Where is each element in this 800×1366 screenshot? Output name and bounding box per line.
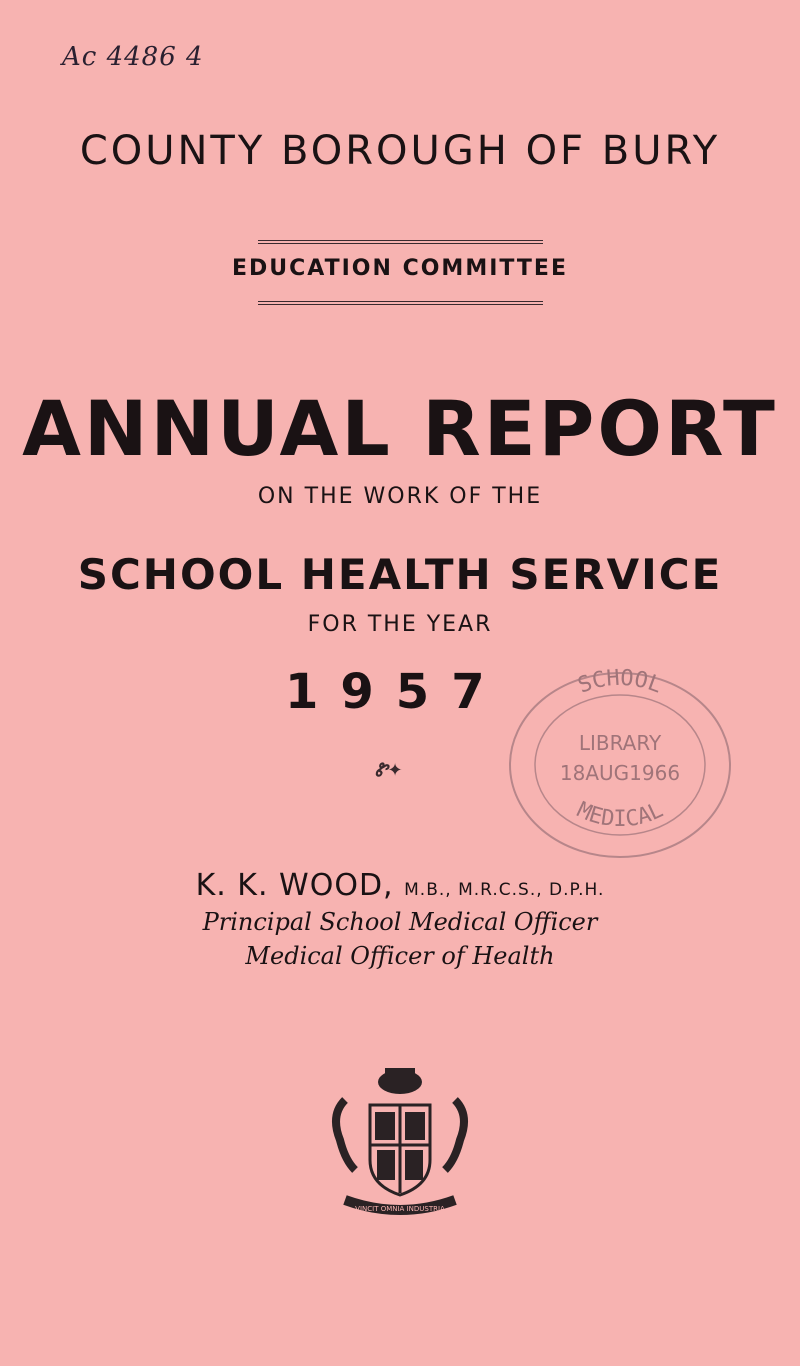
subtitle-prefix: ON THE WORK OF THE <box>257 484 543 509</box>
borough-crest-icon <box>325 1060 475 1220</box>
author-line <box>0 868 800 903</box>
report-title: ANNUAL REPORT <box>22 384 778 473</box>
borough-title: COUNTY BOROUGH OF BURY <box>79 128 721 174</box>
author-title-2: Medical Officer of Health <box>245 942 555 970</box>
report-year: 1957 <box>285 664 507 720</box>
handwritten-reference: Ac 4486 4 <box>62 42 204 72</box>
author-title-1: Principal School Medical Officer <box>202 908 598 936</box>
divider-rule <box>258 243 543 244</box>
year-prefix: FOR THE YEAR <box>307 612 493 637</box>
divider-rule <box>258 304 543 305</box>
author-degrees: M.B., M.R.C.S., D.P.H. <box>404 880 605 900</box>
crest-motto: VINCIT OMNIA INDUSTRIA <box>355 1205 445 1213</box>
stamp-top-text: SCHOOL <box>574 665 666 699</box>
committee-heading: EDUCATION COMMITTEE <box>232 256 568 281</box>
printer-mark: Ꮡ✦ <box>375 760 403 781</box>
divider-rule <box>258 240 543 241</box>
divider-rule <box>258 301 543 302</box>
author-name: K. K. WOOD, <box>195 868 394 903</box>
library-stamp <box>495 650 745 870</box>
stamp-middle-text: LIBRARY <box>578 731 662 755</box>
stamp-bottom-text: MEDICAL <box>572 797 668 833</box>
svg-text:SCHOOL <box>575 666 665 699</box>
service-title: SCHOOL HEALTH SERVICE <box>77 550 723 599</box>
svg-text:MEDICAL <box>573 798 667 832</box>
stamp-date-text: 18AUG1966 <box>559 761 681 785</box>
